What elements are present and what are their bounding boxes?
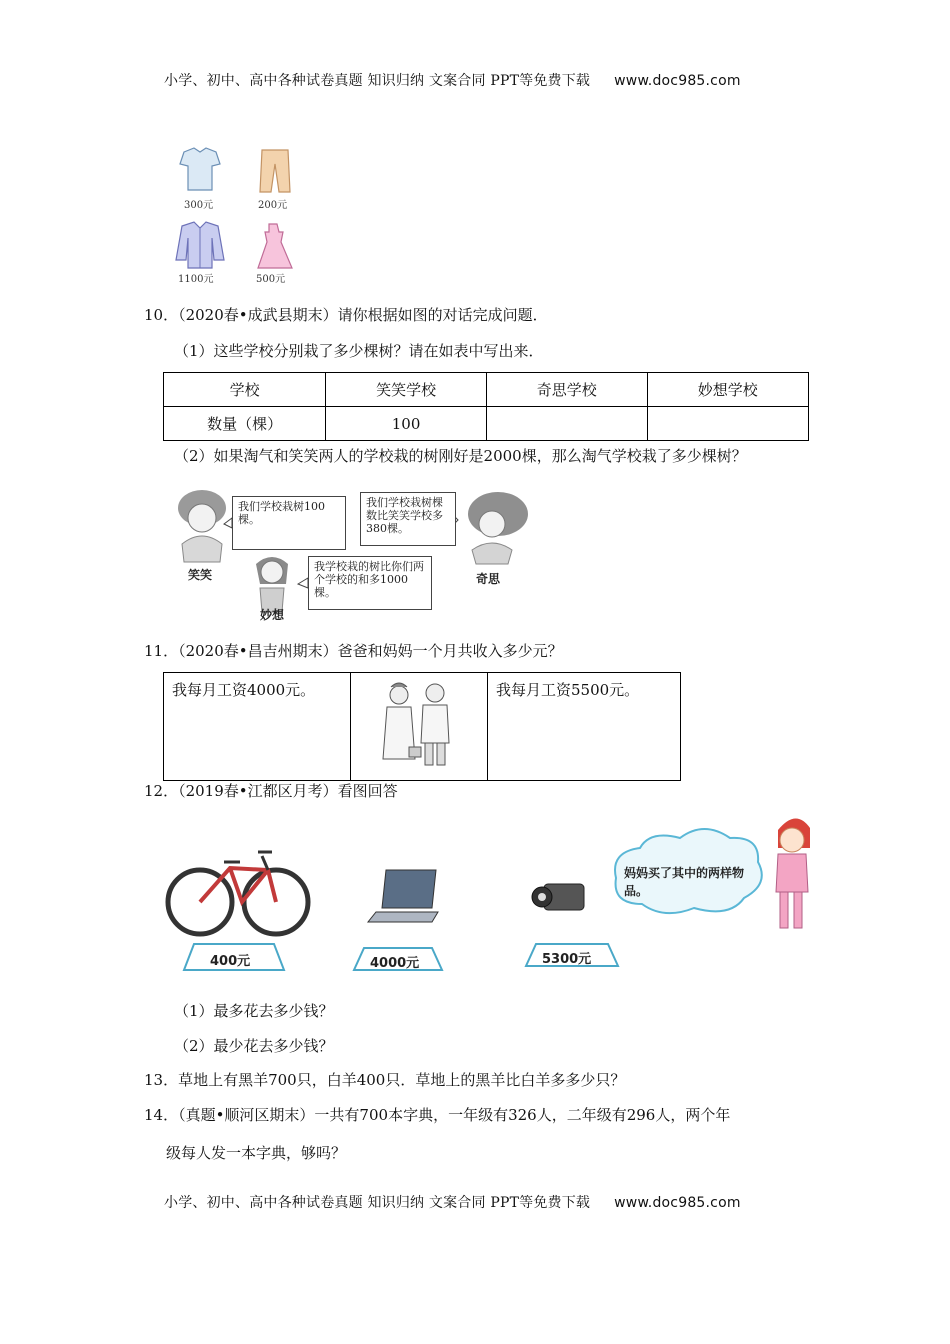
bike-price-tag: 400元 xyxy=(210,954,251,969)
jacket-price: 1100元 xyxy=(178,274,214,285)
miaoxiang-speech-bubble: 我学校栽的树比你们两个学校的和多1000棵。 xyxy=(308,556,432,610)
laptop-price-tag: 4000元 xyxy=(370,956,420,971)
mom-salary-cell: 我每月工资4000元。 xyxy=(164,673,351,781)
camera-price-tag: 5300元 xyxy=(542,952,592,967)
q12-illustration xyxy=(164,808,814,978)
q12-title: 12．（2019春•江都区月考）看图回答 xyxy=(144,782,398,800)
q14-line1: 14．（真题•顺河区期末）一共有700本字典，一年级有326人，二年级有296人，两个年 xyxy=(144,1106,731,1124)
pants-price: 200元 xyxy=(258,200,288,211)
q11-title: 11．（2020春•昌吉州期末）爸爸和妈妈一个月共收入多少元？ xyxy=(144,642,563,660)
dad-salary-cell: 我每月工资5500元。 xyxy=(488,673,681,781)
xiaoxiao-speech-bubble: 我们学校栽树100棵。 xyxy=(232,496,346,550)
clothes-icons xyxy=(166,144,298,288)
header-url[interactable]: www.doc985.com xyxy=(614,73,741,89)
parents-image-cell xyxy=(351,673,488,781)
q11-table xyxy=(163,672,681,781)
table-cell: 数量（棵） xyxy=(164,407,326,441)
header-text: 小学、初中、高中各种试卷真题 知识归纳 文案合同 PPT等免费下载 xyxy=(164,73,591,89)
xiaoxiao-name: 笑笑 xyxy=(188,568,213,582)
table-header-cell: 学校 xyxy=(164,373,326,407)
table-cell: 100 xyxy=(326,407,487,441)
q14-line2: 级每人发一本字典，够吗？ xyxy=(166,1144,347,1162)
page-footer xyxy=(164,1192,741,1212)
q10-title: 10．（2020春•成武县期末）请你根据如图的对话完成问题． xyxy=(144,306,548,324)
table-header-cell: 妙想学校 xyxy=(647,373,809,407)
qisi-name: 奇思 xyxy=(476,572,501,586)
table-row xyxy=(164,673,681,781)
qisi-speech-bubble: 我们学校栽树棵数比笑笑学校多380棵。 xyxy=(360,492,456,546)
q10-table xyxy=(163,372,809,441)
table-header-row xyxy=(164,373,809,407)
miaoxiang-name: 妙想 xyxy=(260,608,285,622)
q10-sub1: （1）这些学校分别栽了多少棵树？请在如表中写出来． xyxy=(174,342,544,360)
dress-price: 500元 xyxy=(256,274,286,285)
page-header xyxy=(164,70,741,90)
q13-title: 13．草地上有黑羊700只，白羊400只．草地上的黑羊比白羊多多少只？ xyxy=(144,1071,626,1089)
table-header-cell: 奇思学校 xyxy=(487,373,648,407)
table-header-cell: 笑笑学校 xyxy=(326,373,487,407)
clothes-illustration xyxy=(166,144,298,288)
q10-sub2: （2）如果淘气和笑笑两人的学校栽的树刚好是2000棵，那么淘气学校栽了多少棵树？ xyxy=(174,447,747,465)
parents-figures xyxy=(351,673,487,776)
answer-cell-qisi[interactable] xyxy=(487,407,648,441)
dialogue-illustration xyxy=(168,484,538,624)
q12-sub2: （2）最少花去多少钱？ xyxy=(174,1037,334,1055)
footer-text: 小学、初中、高中各种试卷真题 知识归纳 文案合同 PPT等免费下载 xyxy=(164,1195,591,1211)
answer-cell-miaoxiang[interactable] xyxy=(647,407,809,441)
table-row xyxy=(164,407,809,441)
girl-speech-text: 妈妈买了其中的两样物品。 xyxy=(624,866,745,898)
q12-sub1: （1）最多花去多少钱？ xyxy=(174,1002,334,1020)
shirt-price: 300元 xyxy=(184,200,214,211)
footer-url[interactable]: www.doc985.com xyxy=(614,1195,741,1211)
